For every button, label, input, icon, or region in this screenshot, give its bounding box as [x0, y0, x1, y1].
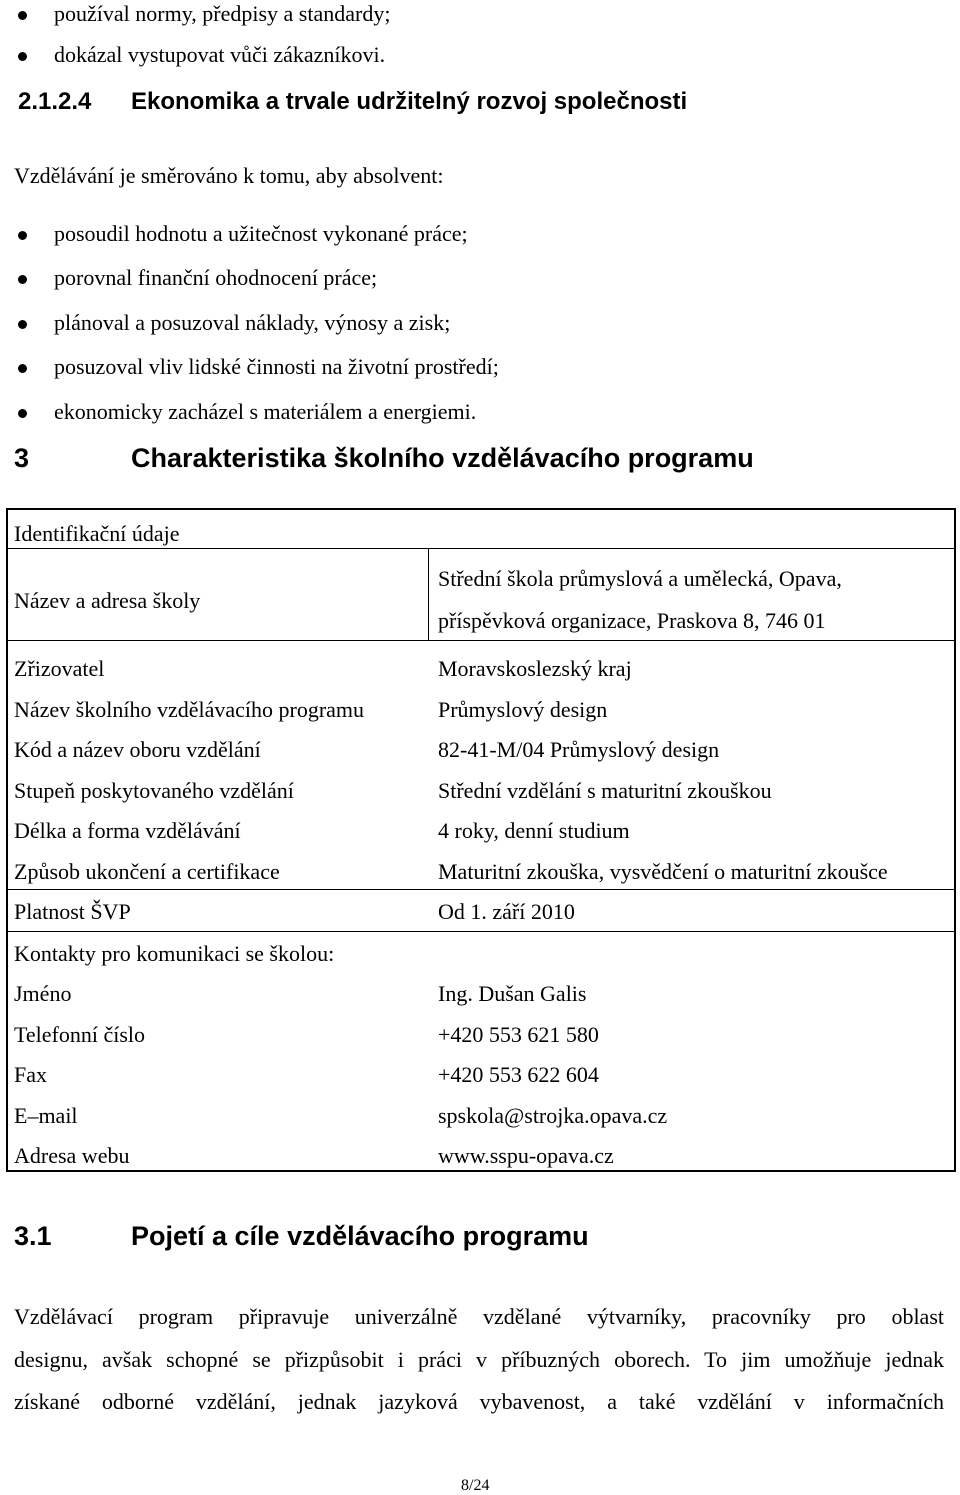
- list-item-text: ekonomicky zacházel s materiálem a energiemi.: [54, 399, 477, 424]
- row-label: Způsob ukončení a certifikace: [14, 859, 280, 884]
- row-label: Zřizovatel: [14, 656, 105, 681]
- bullet-icon: [18, 275, 27, 284]
- paragraph-line: získané odborné vzdělání, jednak jazyková vybavenost, a také vzdělání v informačních: [14, 1389, 944, 1414]
- contact-value: spskola@strojka.opava.cz: [438, 1103, 668, 1128]
- page-number: 8/24: [461, 1477, 490, 1494]
- row-value: 4 roky, denní studium: [438, 818, 630, 843]
- list-item-text: porovnal finanční ohodnocení práce;: [54, 265, 378, 290]
- chapter-title: Charakteristika školního vzdělávacího programu: [131, 443, 754, 473]
- contact-label: Fax: [14, 1062, 47, 1087]
- list-item-text: posuzoval vliv lidské činnosti na životní prostředí;: [54, 354, 499, 379]
- row-value: Od 1. září 2010: [438, 899, 575, 924]
- row-label: Název školního vzdělávacího programu: [14, 697, 365, 722]
- chapter-number: 3: [14, 443, 30, 473]
- section-number: 3.1: [14, 1221, 52, 1251]
- table-divider: [428, 548, 429, 640]
- table-divider: [6, 889, 956, 890]
- paragraph-line: Vzdělávací program připravuje univerzálně vzdělané výtvarníky, pracovníky pro oblast: [14, 1304, 944, 1329]
- row-value: Maturitní zkouška, vysvědčení o maturitní zkoušce: [438, 859, 888, 884]
- contact-label: Jméno: [14, 981, 72, 1006]
- contact-value: +420 553 621 580: [438, 1022, 599, 1047]
- row-label: Název a adresa školy: [14, 588, 201, 613]
- table-divider: [6, 640, 956, 641]
- bullet-icon: [18, 320, 27, 329]
- row-value: Průmyslový design: [438, 697, 608, 722]
- section-intro: Vzdělávání je směrováno k tomu, aby absolvent:: [14, 163, 444, 188]
- bullet-icon: [18, 231, 27, 240]
- contact-value: Ing. Dušan Galis: [438, 981, 587, 1006]
- contacts-caption: Kontakty pro komunikaci se školou:: [14, 941, 335, 966]
- contact-value: www.sspu-opava.cz: [438, 1143, 614, 1168]
- contact-value: +420 553 622 604: [438, 1062, 599, 1087]
- row-value: Střední vzdělání s maturitní zkouškou: [438, 778, 772, 803]
- section-title: Ekonomika a trvale udržitelný rozvoj společnosti: [131, 88, 688, 115]
- contact-label: Adresa webu: [14, 1143, 130, 1168]
- row-value: 82-41-M/04 Průmyslový design: [438, 737, 720, 762]
- list-item-text: dokázal vystupovat vůči zákazníkovi.: [54, 42, 386, 67]
- bullet-icon: [18, 364, 27, 373]
- list-item-text: používal normy, předpisy a standardy;: [54, 1, 391, 26]
- table-divider: [6, 931, 956, 932]
- section-number: 2.1.2.4: [18, 88, 92, 115]
- bullet-icon: [18, 11, 27, 20]
- row-label: Platnost ŠVP: [14, 899, 131, 924]
- table-caption: Identifikační údaje: [14, 521, 180, 546]
- row-label: Délka a forma vzdělávání: [14, 818, 241, 843]
- row-value: příspěvková organizace, Praskova 8, 746 01: [438, 608, 826, 633]
- paragraph-line: designu, avšak schopné se přizpůsobit i práci v příbuzných oborech. To jim umožňuje jednak: [14, 1347, 944, 1372]
- section-title: Pojetí a cíle vzdělávacího programu: [131, 1221, 589, 1251]
- row-label: Stupeň poskytovaného vzdělání: [14, 778, 294, 803]
- row-value: Střední škola průmyslová a umělecká, Opava,: [438, 566, 842, 591]
- row-label: Kód a název oboru vzdělání: [14, 737, 261, 762]
- bullet-icon: [18, 409, 27, 418]
- bullet-icon: [18, 52, 27, 61]
- row-value: Moravskoslezský kraj: [438, 656, 632, 681]
- contact-label: E–mail: [14, 1103, 78, 1128]
- list-item-text: posoudil hodnotu a užitečnost vykonané práce;: [54, 221, 468, 246]
- contact-label: Telefonní číslo: [14, 1022, 146, 1047]
- list-item-text: plánoval a posuzoval náklady, výnosy a zisk;: [54, 310, 451, 335]
- table-divider: [6, 548, 956, 549]
